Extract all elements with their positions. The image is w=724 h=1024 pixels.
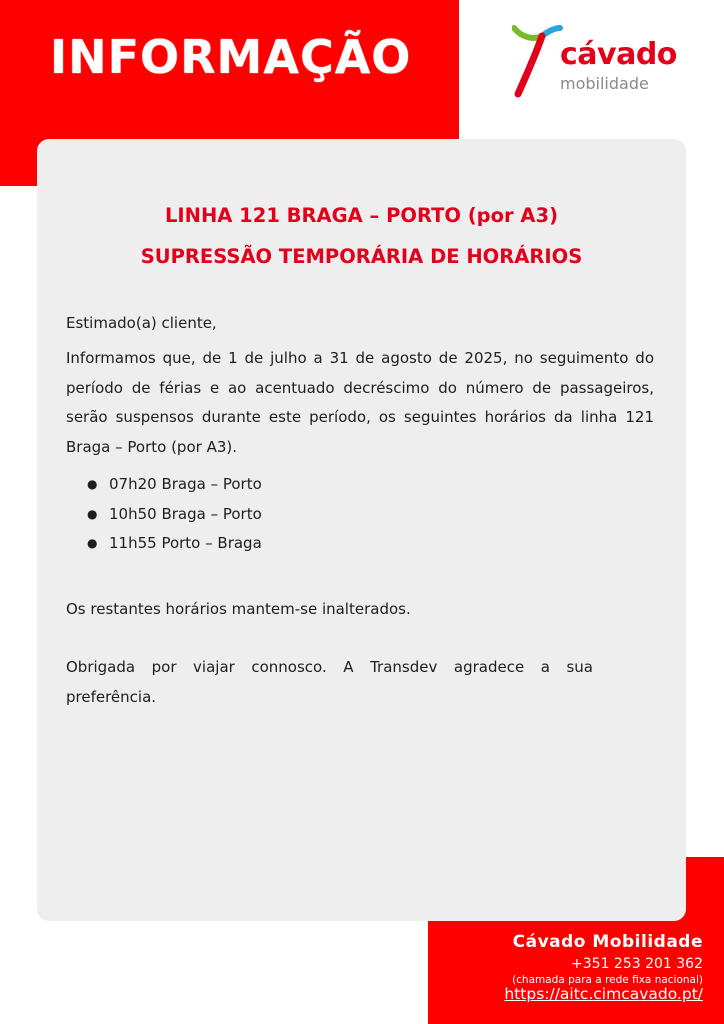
suspended-schedules-list <box>66 470 262 559</box>
headline-subject: SUPRESSÃO TEMPORÁRIA DE HORÁRIOS <box>140 245 583 268</box>
bullet-icon: ● <box>87 506 98 521</box>
list-item <box>66 470 262 500</box>
footer-company-name: Cávado Mobilidade <box>512 932 703 952</box>
schedule-text: 11h55 Porto – Braga <box>109 534 262 552</box>
schedule-text: 10h50 Braga – Porto <box>109 504 262 523</box>
remaining-schedules-note: Os restantes horários mantem-se inalterados. <box>66 600 411 618</box>
footer-phone-note: (chamada para a rede fixa nacional) <box>512 974 703 986</box>
footer-website-link[interactable]: https://aitc.cimcavado.pt/ <box>504 985 703 1003</box>
footer-phone: +351 253 201 362 <box>571 956 703 972</box>
schedule-text: 07h20 Braga – Porto <box>109 475 262 493</box>
greeting: Estimado(a) cliente, <box>66 314 217 332</box>
headline-line: LINHA 121 BRAGA – PORTO (por A3) <box>164 204 558 227</box>
list-item <box>66 500 262 530</box>
list-item <box>66 529 262 559</box>
bullet-icon: ● <box>87 536 98 550</box>
logo-name: cávado <box>560 37 677 72</box>
bullet-icon: ● <box>87 477 98 491</box>
logo-subtitle: mobilidade <box>560 74 649 93</box>
thanks-paragraph: Obrigada por viajar connosco. A Transdev agradece a sua preferência. <box>66 658 593 706</box>
intro-paragraph: Informamos que, de 1 de julho a 31 de agosto de 2025, no seguimento do período de férias e ao acentuado decréscimo do número de passageiros, serão suspensos durante este período, os seguintes horários da linha 121 Braga – Porto (por A3). <box>66 349 654 456</box>
banner-title: INFORMAÇÃO <box>50 30 412 84</box>
